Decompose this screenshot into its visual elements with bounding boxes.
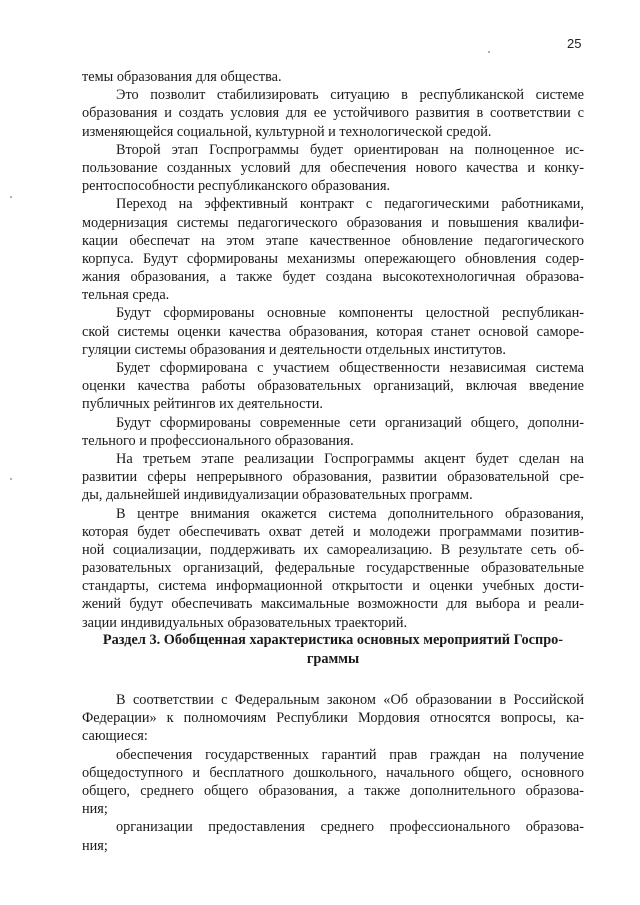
- text-line: обеспечения государственных гарантий прав граждан на получение: [116, 746, 584, 763]
- text-line: Второй этап Госпрограммы будет ориентирован на полноценное ис-: [116, 141, 584, 158]
- paragraph: [82, 68, 584, 86]
- text-line: модернизация системы педагогического образования и повышения квалифи-: [82, 214, 584, 231]
- paragraph: [82, 691, 584, 746]
- text-line: тельного и профессионального образования.: [82, 432, 354, 449]
- text-line: стандарты, система информационной открытости и оценки учебных дости-: [82, 578, 584, 595]
- text-line: ния;: [82, 801, 108, 818]
- text-line: Это позволит стабилизировать ситуацию в республиканской системе: [116, 87, 584, 104]
- paragraph: [82, 414, 584, 450]
- text-line: изменяющейся социальной, культурной и технологической средой.: [82, 123, 492, 140]
- text-line: организации предоставления среднего профессионального образова-: [116, 819, 584, 836]
- text-line: жений будут обеспечивать максимальные возможности для выбора и реали-: [82, 596, 584, 613]
- text-line: тельная среда.: [82, 287, 170, 304]
- text-line: Переход на эффективный контракт с педагогическими работниками,: [116, 196, 584, 213]
- paragraph: [82, 359, 584, 414]
- paragraph: [82, 86, 584, 141]
- heading-line: граммы: [306, 651, 360, 667]
- text-line: пользование созданных условий для обеспечения нового качества и конку-: [82, 159, 584, 176]
- scan-speck: [10, 196, 12, 198]
- text-line: В центре внимания окажется система дополнительного образования,: [116, 505, 584, 522]
- paragraph: [82, 746, 584, 819]
- text-line: рентоспособности республиканского образования.: [82, 178, 391, 195]
- text-line: ской системы оценки качества образования, которая станет основой саморе-: [82, 323, 584, 340]
- text-line: ной социализации, поддерживать их самореализацию. В результате сеть об-: [82, 541, 584, 558]
- text-line: Будут сформированы современные сети организаций общего, дополни-: [116, 414, 584, 431]
- text-line: которая будет обеспечивать охват детей и молодежи программами позитив-: [82, 523, 584, 540]
- paragraph: [82, 304, 584, 359]
- text-line: ды, дальнейшей индивидуализации образовательных программ.: [82, 487, 473, 504]
- scan-speck: [488, 51, 490, 53]
- text-line: разовательных организаций, федеральные государственные образовательные: [82, 560, 584, 577]
- text-line: развитии сферы непрерывного образования, развитии образовательной сре-: [82, 469, 584, 486]
- text-line: корпуса. Будут сформированы механизмы опережающего обновления содер-: [82, 250, 584, 267]
- text-line: общедоступного и бесплатного дошкольного, начального общего, основного: [82, 764, 584, 781]
- text-line: ния;: [82, 837, 108, 854]
- paragraph: [82, 141, 584, 196]
- paragraph: [82, 195, 584, 304]
- text-line: темы образования для общества.: [82, 69, 282, 85]
- text-line: Будут сформированы основные компоненты целостной республикан-: [116, 305, 584, 322]
- paragraph: [82, 818, 584, 854]
- text-line: сающиеся:: [82, 728, 148, 745]
- text-line: зации индивидуальных образовательных траекторий.: [82, 614, 408, 631]
- text-line: На третьем этапе реализации Госпрограммы акцент будет сделан на: [116, 450, 584, 467]
- text-line: гуляции системы образования и деятельности отдельных институтов.: [82, 341, 506, 358]
- text-line: общего, среднего общего образования, а также дополнительного образова-: [82, 782, 584, 799]
- lower-text: [82, 691, 584, 855]
- heading-line: Раздел 3. Обобщенная характеристика основных мероприятий Госпро-: [102, 632, 564, 648]
- body-text: [82, 68, 584, 632]
- section-heading: [82, 631, 584, 669]
- scan-speck: [10, 478, 12, 480]
- text-line: образования и создать условия для ее устойчивого развития в соответствии с: [82, 105, 584, 122]
- text-line: Федерации» к полномочиям Республики Мордовия относятся вопросы, ка-: [82, 710, 584, 727]
- text-line: В соответствии с Федеральным законом «Об образовании в Российской: [116, 692, 584, 708]
- paragraph: [82, 450, 584, 505]
- text-line: Будет сформирована с участием общественности независимая система: [116, 360, 584, 376]
- text-line: жания образования, а также будет создана высокотехнологичная образова-: [82, 269, 584, 286]
- text-line: публичных рейтингов их деятельности.: [82, 396, 323, 413]
- page-number: 25: [567, 36, 582, 51]
- paragraph: [82, 505, 584, 632]
- text-line: оценки качества работы образовательных организаций, включая введение: [82, 378, 584, 395]
- text-line: кации обеспечат на этом этапе качественное обновление педагогического: [82, 232, 584, 249]
